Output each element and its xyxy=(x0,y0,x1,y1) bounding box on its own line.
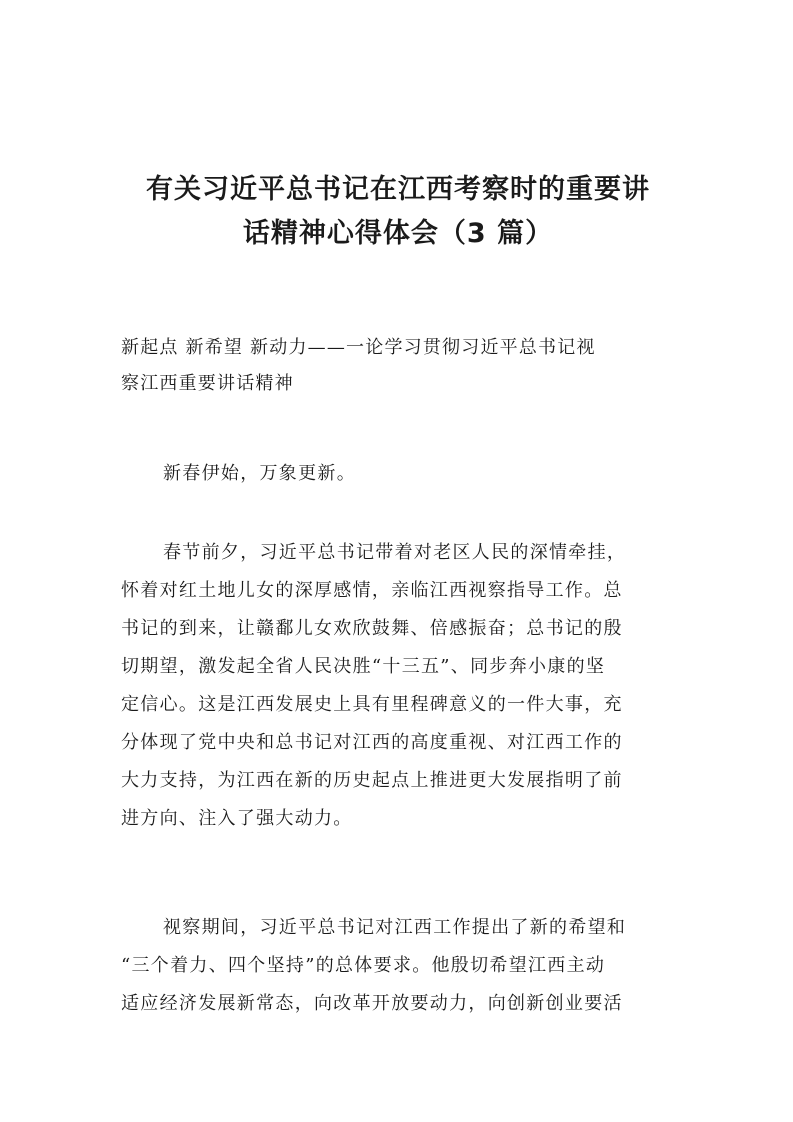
document-title xyxy=(118,168,678,256)
paragraph-3 xyxy=(121,909,681,1023)
paragraph-line: 新春伊始，万象更新。 xyxy=(163,463,356,484)
paragraph-line: 进方向、注入了强大动力。 xyxy=(121,808,353,829)
title-line: 有关习近平总书记在江西考察时的重要讲 xyxy=(146,174,650,205)
paragraph-line: 定信心。这是江西发展史上具有里程碑意义的一件大事，充 xyxy=(121,694,623,715)
paragraph-line: 适应经济发展新常态，向改革开放要动力，向创新创业要活 xyxy=(121,993,623,1014)
paragraph-line: 书记的到来，让赣鄱儿女欢欣鼓舞、倍感振奋；总书记的殷 xyxy=(121,618,623,639)
paragraph-1 xyxy=(121,455,681,493)
paragraph-line: 视察期间，习近平总书记对江西工作提出了新的希望和 xyxy=(163,917,627,938)
paragraph-line: 怀着对红土地儿女的深厚感情，亲临江西视察指导工作。总 xyxy=(121,580,623,601)
paragraph-line: 春节前夕，习近平总书记带着对老区人民的深情牵挂， xyxy=(163,542,627,563)
title-line: 话精神心得体会（3 篇） xyxy=(242,218,554,249)
subtitle-line: 察江西重要讲话精神 xyxy=(121,373,294,394)
paragraph-line: 切期望，激发起全省人民决胜“十三五”、同步奔小康的坚 xyxy=(121,656,606,677)
article-subtitle xyxy=(121,330,681,402)
paragraph-line: 大力支持，为江西在新的历史起点上推进更大发展指明了前 xyxy=(121,770,623,791)
subtitle-line: 新起点 新希望 新动力——一论学习贯彻习近平总书记视 xyxy=(121,337,596,358)
paragraph-line: 分体现了党中央和总书记对江西的高度重视、对江西工作的 xyxy=(121,732,623,753)
paragraph-2 xyxy=(121,534,681,838)
paragraph-line: “三个着力、四个坚持”的总体要求。他殷切希望江西主动 xyxy=(121,955,606,976)
